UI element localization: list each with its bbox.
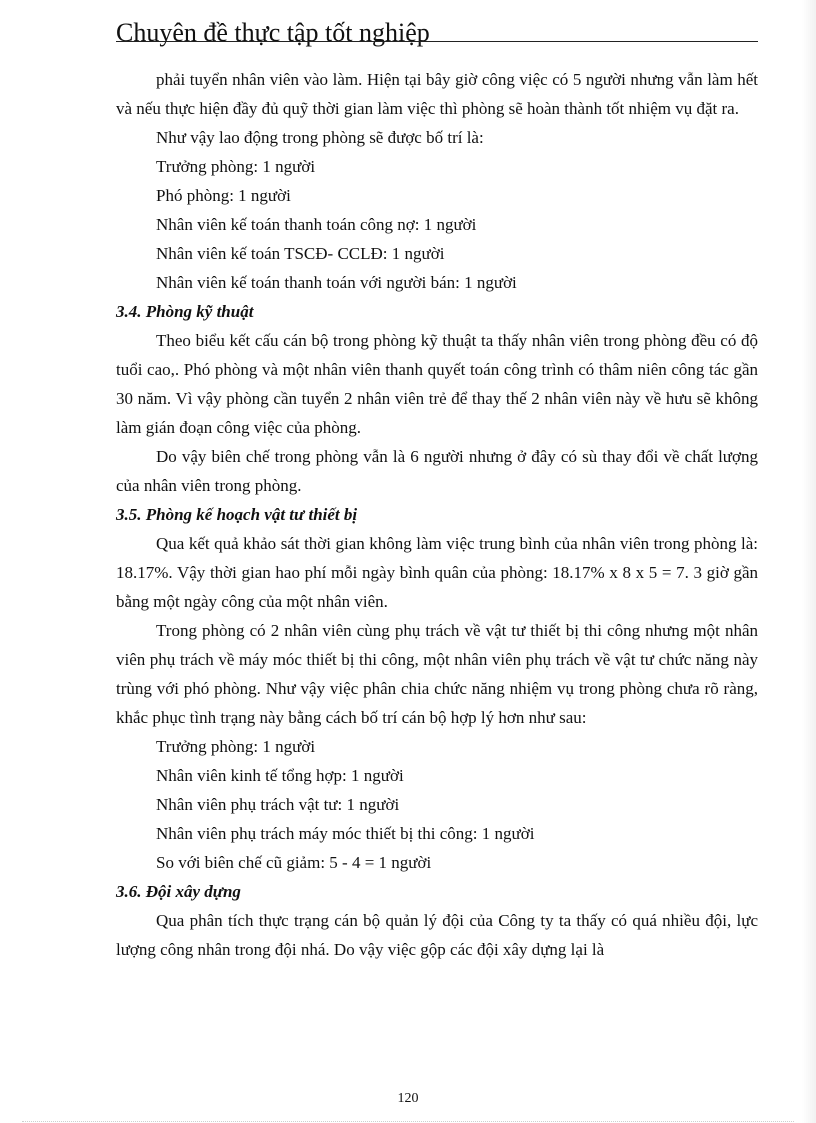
- list-item: Phó phòng: 1 người: [156, 186, 291, 205]
- paragraph: Qua kết quả khảo sát thời gian không làm việc trung bình của nhân viên trong phòng là: 18.17%. Vậy thời gian hao phí mỗi ngày bình quân của phòng: 18.17% x 8 x 5 = 7. 3 giờ gần bằng một ngày công của một nhân viên.: [116, 534, 758, 611]
- list-item: Nhân viên kế toán TSCĐ- CCLĐ: 1 người: [156, 244, 445, 263]
- list-item: Nhân viên kế toán thanh toán với người bán: 1 người: [156, 273, 517, 292]
- paragraph: Theo biểu kết cấu cán bộ trong phòng kỹ thuật ta thấy nhân viên trong phòng đều có độ tuổi cao,. Phó phòng và một nhân viên thanh quyết toán công trình có thâm niên công tác gần 30 năm. Vì vậy phòng cần tuyển 2 nhân viên trẻ để thay thế 2 nhân viên này về hưu sẽ không làm gián đoạn công việc của phòng.: [116, 331, 758, 437]
- document-body: [116, 65, 758, 964]
- running-header: [116, 18, 758, 48]
- list-item: Nhân viên phụ trách vật tư: 1 người: [156, 795, 400, 814]
- list-item: Trưởng phòng: 1 người: [156, 737, 316, 756]
- list-item: Nhân viên phụ trách máy móc thiết bị thi công: 1 người: [156, 824, 535, 843]
- list-item: Nhân viên kinh tế tổng hợp: 1 người: [156, 766, 404, 785]
- section-heading: 3.6. Đội xây dựng: [116, 882, 241, 901]
- page-number: 120: [397, 1091, 419, 1106]
- page-bottom-border: [22, 1121, 794, 1122]
- paragraph: Trong phòng có 2 nhân viên cùng phụ trách về vật tư thiết bị thi công nhưng một nhân viên phụ trách về máy móc thiết bị thi công, một nhân viên phụ trách về vật tư chức năng này trùng với phó phòng. Như vậy việc phân chia chức năng nhiệm vụ trong phòng chưa rõ ràng, khắc phục tình trạng này bằng cách bố trí cán bộ hợp lý hơn như sau:: [116, 621, 758, 727]
- section-heading: 3.4. Phòng kỹ thuật: [116, 302, 254, 321]
- section-heading: 3.5. Phòng kế hoạch vật tư thiết bị: [116, 505, 358, 524]
- paragraph: phải tuyển nhân viên vào làm. Hiện tại bây giờ công việc có 5 người nhưng vẫn làm hết và nếu thực hiện đầy đủ quỹ thời gian làm việc thì phòng sẽ hoàn thành tốt nhiệm vụ đặt ra.: [116, 70, 758, 118]
- list-item: Nhân viên kế toán thanh toán công nợ: 1 người: [156, 215, 477, 234]
- paragraph: Qua phân tích thực trạng cán bộ quản lý đội của Công ty ta thấy có quá nhiều đội, lực lượng công nhân trong đội nhá. Do vậy việc gộp các đội xây dựng lại là: [116, 911, 758, 959]
- list-item: So với biên chế cũ giảm: 5 - 4 = 1 người: [156, 853, 432, 872]
- list-item: Trưởng phòng: 1 người: [156, 157, 316, 176]
- header-rule: [116, 41, 758, 42]
- paragraph: Do vậy biên chế trong phòng vẫn là 6 người nhưng ở đây có sù thay đổi về chất lượng của nhân viên trong phòng.: [116, 447, 758, 495]
- header-title: Chuyên đề thực tập tốt nghiệp: [116, 18, 430, 47]
- page-edge: [802, 0, 816, 1123]
- paragraph: Như vậy lao động trong phòng sẽ được bố trí là:: [156, 128, 484, 147]
